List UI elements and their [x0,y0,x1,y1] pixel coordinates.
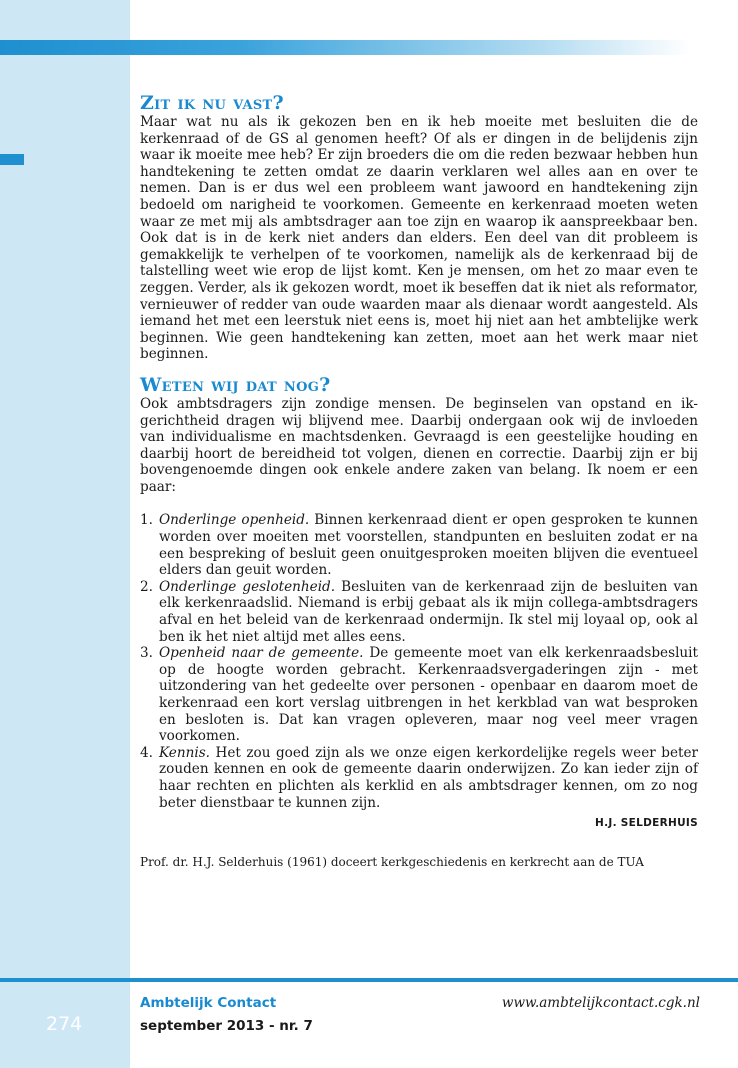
list-item-number: 1. [140,512,153,529]
section-heading-zit-ik-nu-vast: Zit ik nu vast? [140,92,284,114]
list-item-term: Onderlinge geslotenheid. [159,578,336,595]
list-item [140,579,698,645]
author-bio: Prof. dr. H.J. Selderhuis (1961) doceert kerkgeschiedenis en kerkrecht aan de TUA [140,855,644,870]
list-item [140,512,698,578]
list-item-term: Onderlinge openheid. [159,512,310,529]
page-number: 274 [46,1013,83,1035]
website-link[interactable]: www.ambtelijkcontact.cgk.nl [501,995,700,1011]
list-item-term: Openheid naar de gemeente. [159,645,364,662]
list-item [140,745,698,811]
list-item-term: Kennis. [159,744,210,761]
section2-paragraph: Ook ambtsdragers zijn zondige mensen. De beginselen van opstand en ik-gerichtheid dragen wij blijvend mee. Daarbij ondergaan ook wij de invloeden van individualisme en machtsdenken. Gevraagd is een geestelijke houding en daarbij hoort de bereidheid tot volgen, dienen en correctie. Daarbij zijn er bij bovengenoemde dingen ook enkele andere zaken van belang. Ik noem er een paar: [140,395,698,495]
list-item-text: De gemeente moet van elk kerkenraadsbesluit op de hoogte worden gebracht. Kerkenraadsvergaderingen zijn - met uitzondering van het gedeelte over personen - openbaar en daarom moet de kerkenraad een kort verslag uitbrengen in het kerkblad van wat besproken en besloten is. Dat kan vragen opleveren, maar nog veel meer vragen voorkomen. [159,645,698,745]
section-heading-weten-wij-dat-nog: Weten wij dat nog? [140,373,331,396]
list-item-number: 3. [140,645,153,662]
footer-rule [0,978,738,982]
list-item-number: 4. [140,744,153,761]
list-item-number: 2. [140,578,153,595]
list-item [140,645,698,745]
author-signature: H.J. SELDERHUIS [594,817,698,830]
sidebar-marker [0,154,24,165]
issue-info: september 2013 - nr. 7 [140,1018,313,1034]
numbered-list [140,512,698,811]
list-item-text: Het zou goed zijn als we onze eigen kerkordelijke regels weer beter zouden kennen en ook de gemeente daarin onderwijzen. Zo kan ieder zijn of haar rechten en plichten als kerklid en als ambtsdrager kennen, om zo nog beter dienstbaar te kunnen zijn. [159,744,698,811]
list-item-text: Besluiten van de kerkenraad zijn de besluiten van elk kerkenraadslid. Niemand is erbij gebaat als ik mijn collega-ambtsdragers afval en het beleid van de kerkenraad ondermijn. Ik stel mij loyaal op, ook al ben ik het niet altijd met alles eens. [159,578,698,645]
section1-paragraph: Maar wat nu als ik gekozen ben en ik heb moeite met besluiten die de kerkenraad of de GS al genomen heeft? Of als er dingen in de belijdenis zijn waar ik moeite mee heb? Er zijn broeders die om die reden bezwaar hebben hun handtekening te zetten omdat ze daarin verklaren wel alles aan en over te nemen. Dan is er dus wel een probleem want jawoord en handtekening zijn bedoeld om narigheid te voorkomen. Gemeente en kerkenraad moeten weten waar ze met mij als ambtsdrager aan toe zijn en waarop ik aanspreekbaar ben. Ook dat is in de kerk niet anders dan elders. Een deel van dit probleem is gemakkelijk te verhelpen of te voorkomen, namelijk als de kerkenraad bij de talstelling weet wie erop de lijst komt. Ken je mensen, om het zo maar even te zeggen. Verder, als ik gekozen wordt, moet ik beseffen dat ik niet als reformator, vernieuwer of redder van oude waarden maar als dienaar wordt aangesteld. Als iemand het met een leerstuk niet eens is, moet hij niet aan het ambtelijke werk beginnen. Wie geen handtekening kan zetten, moet aan het werk maar niet beginnen. [140,114,698,363]
publication-name: Ambtelijk Contact [140,995,277,1011]
list-item-text: Binnen kerkenraad dient er open gesproken te kunnen worden over moeiten met voorstellen, standpunten en besluiten zodat er na een bespreking of besluit geen onuitgesproken moeiten blijven die eventueel elders dan geuit worden. [159,512,698,579]
article-body [140,92,698,870]
top-gradient-bar [0,40,690,55]
